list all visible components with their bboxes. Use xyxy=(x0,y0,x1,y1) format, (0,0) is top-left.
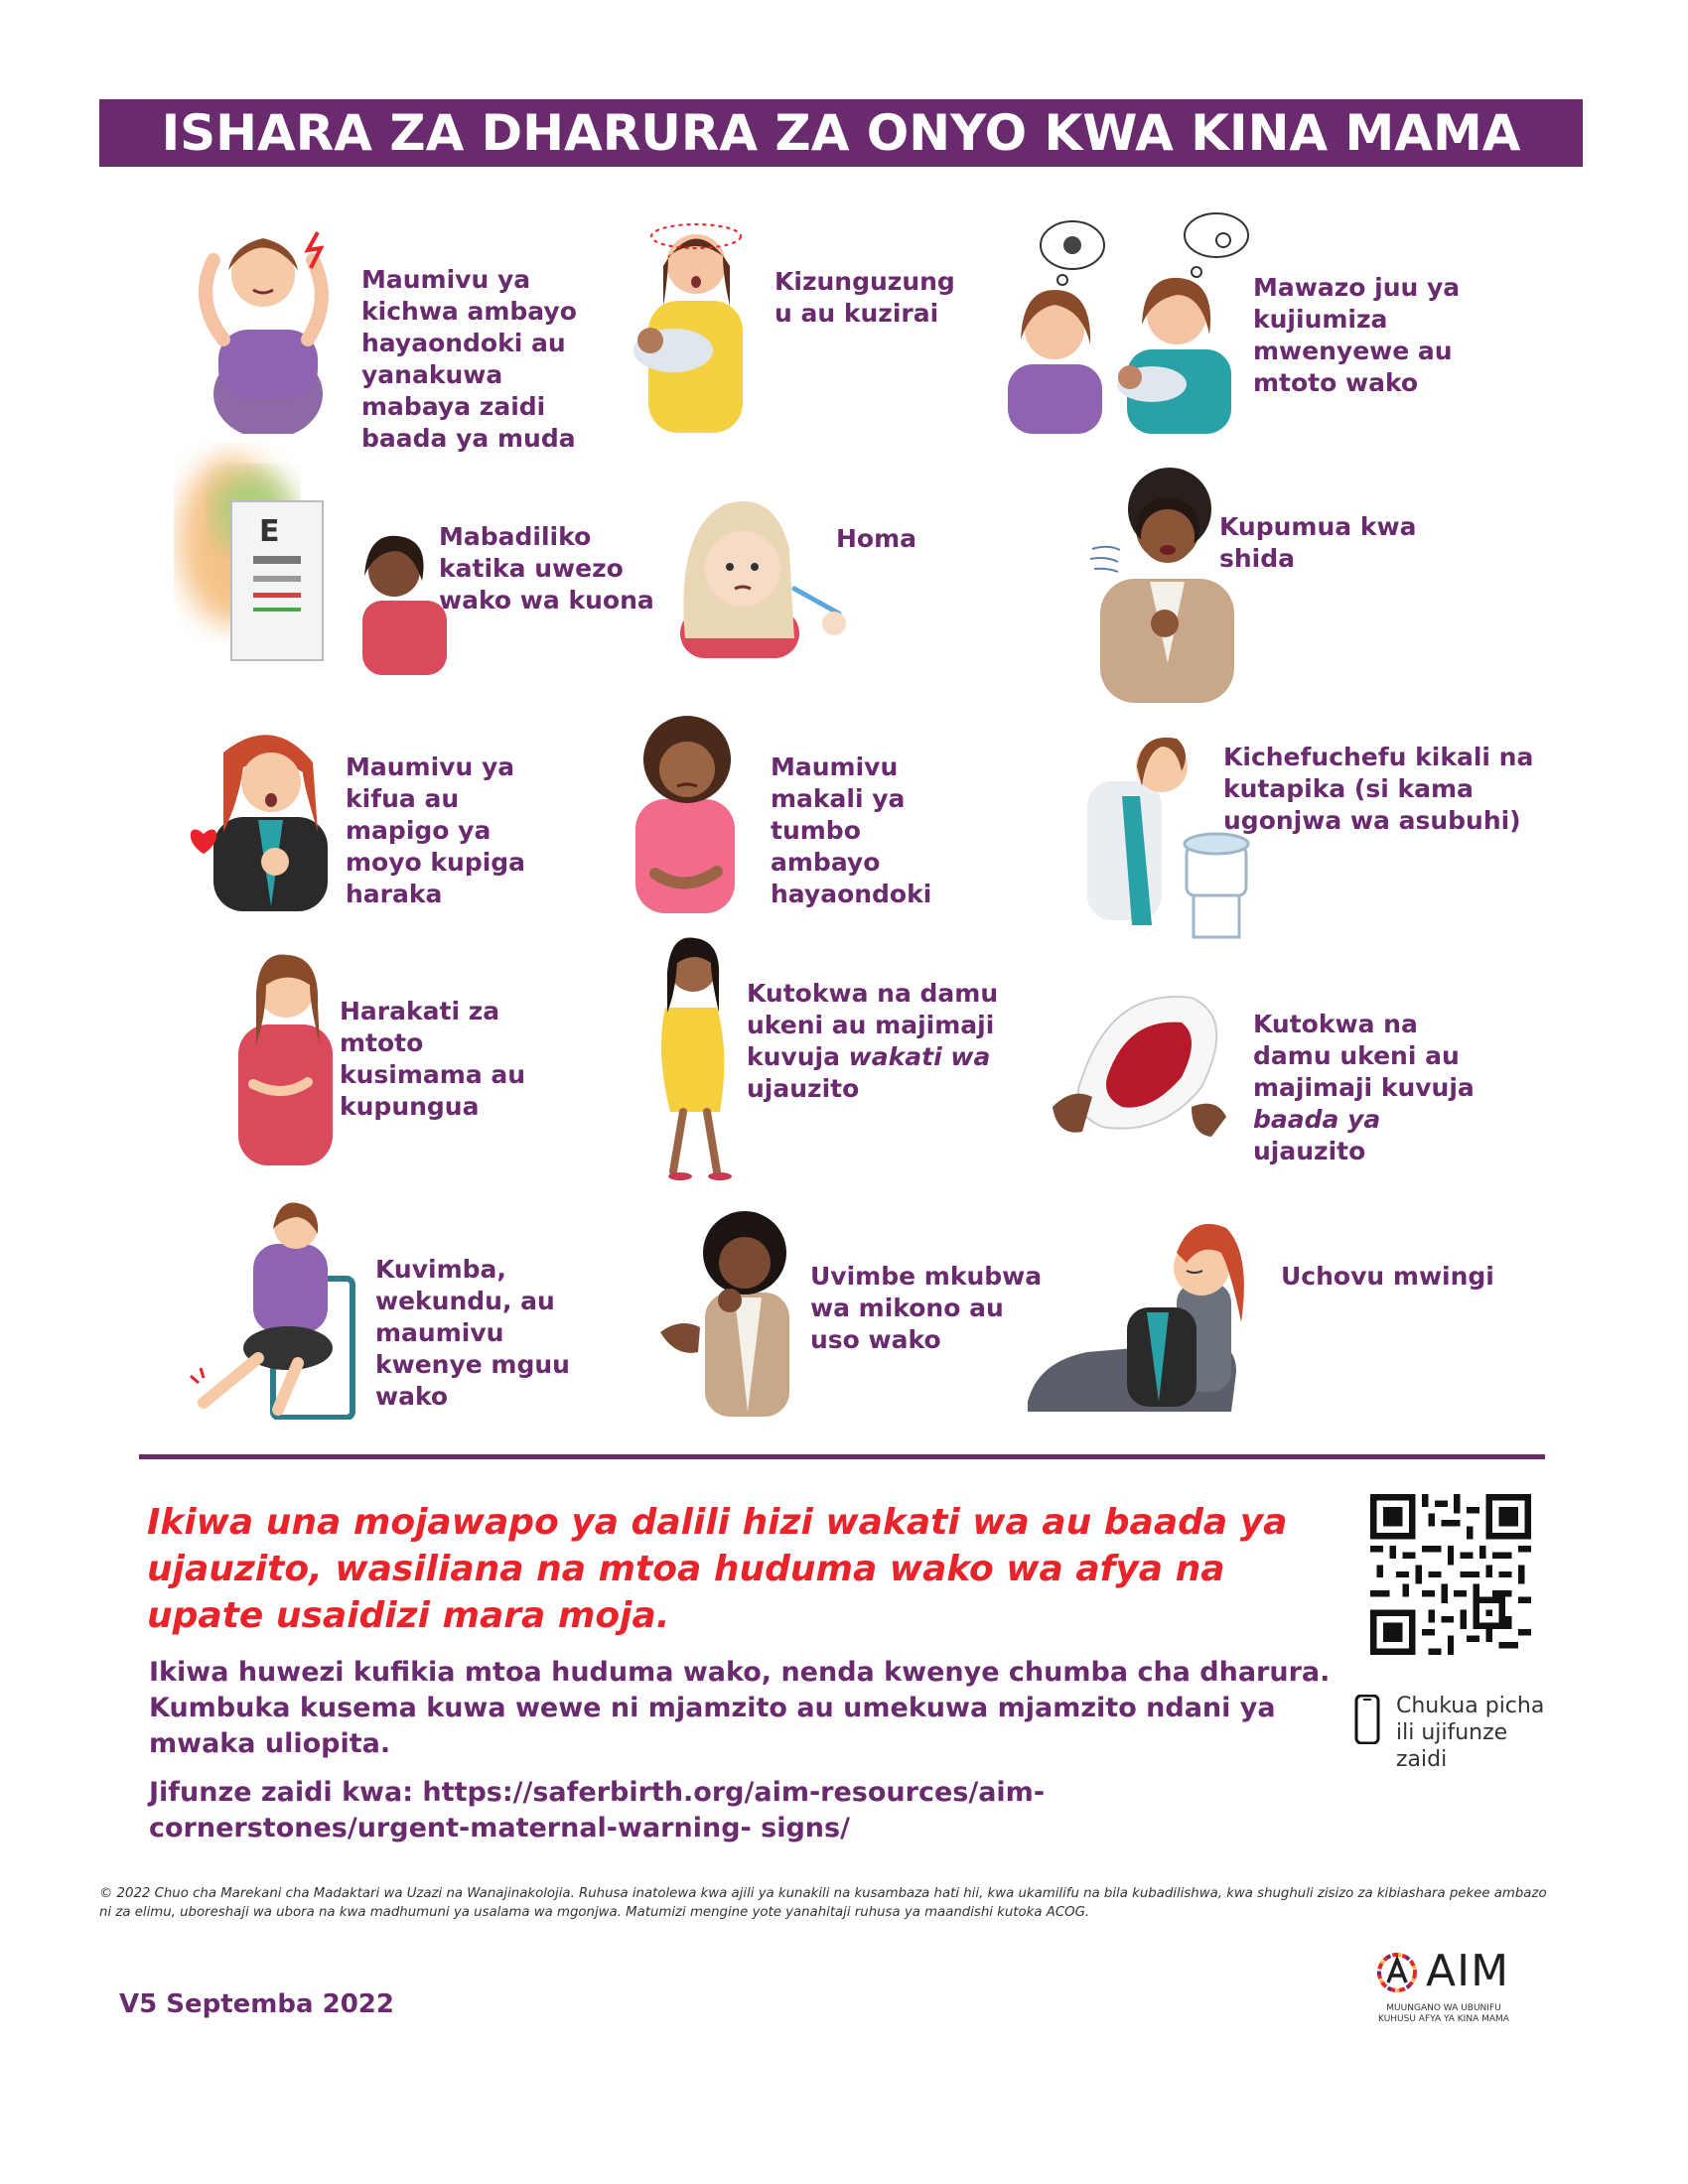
label-emphasis: baada ya xyxy=(1253,1105,1381,1134)
belly-pain-illustration xyxy=(626,705,745,913)
sign-label-vision xyxy=(439,521,654,616)
label-emphasis: wakati wa xyxy=(848,1042,991,1071)
label-line: haraka xyxy=(346,880,443,908)
label-line: Maumivu ya xyxy=(361,265,531,294)
label-line: hayaondoki au xyxy=(361,329,566,357)
sign-label-headache xyxy=(361,264,577,455)
label-line: Kupumua kwa xyxy=(1219,512,1417,541)
learn-more-link[interactable]: Jifunze zaidi kwa: https://saferbirth.org/aim-resources/aim-cornerstones/urgent-maternal-warning- signs/ xyxy=(149,1777,1046,1843)
label-line: Kizunguzung xyxy=(774,267,955,296)
label-line xyxy=(1253,1104,1475,1136)
bleeding-during-illustration xyxy=(645,933,745,1181)
label-text: kuvuja xyxy=(747,1042,849,1071)
label-line: katika uwezo xyxy=(439,554,624,583)
sign-label-bleeding-during xyxy=(747,978,998,1105)
label-line: kutapika (si kama xyxy=(1223,774,1474,803)
sign-label-breathing xyxy=(1219,511,1416,575)
label-line: shida xyxy=(1219,544,1296,573)
svg-text:E: E xyxy=(259,514,280,549)
label-line: ukeni au majimaji xyxy=(747,1011,995,1039)
label-line: makali ya xyxy=(771,784,906,813)
label-line: Harakati za xyxy=(340,997,500,1025)
aim-logo xyxy=(1374,1946,1513,2037)
label-line: hayaondoki xyxy=(771,880,932,908)
aim-logo-word: AIM xyxy=(1426,1946,1510,1996)
qr-code[interactable] xyxy=(1370,1494,1531,1655)
label-line: wekundu, au xyxy=(375,1287,555,1315)
label-line: Mabadiliko xyxy=(439,522,592,551)
sign-label-fatigue xyxy=(1281,1261,1494,1293)
smartphone-icon xyxy=(1354,1695,1380,1744)
sign-label-bleeding-after xyxy=(1253,1009,1475,1167)
label-line: mtoto xyxy=(340,1028,424,1057)
chest-pain-illustration xyxy=(184,723,343,911)
copyright-notice: © 2022 Chuo cha Marekani cha Madaktari wa Uzazi na Wanajinakolojia. Ruhusa inatolewa kwa ajili ya kunakili na kusambaza hati hii, kwa ukamilifu na bila kubadilishwa, kwa shughuli zisizo za kibiashara pekee ambazo ni za elimu, uboreshaji wa ubora na kwa madhumuni ya usalama wa mgonjwa. Matumizi mengine yote yanahitaji ruhusa ya maandishi kutoka ACOG. xyxy=(99,1886,1547,1920)
label-line: maumivu xyxy=(375,1318,504,1347)
label-line xyxy=(747,1041,998,1073)
label-line: Kutokwa na xyxy=(1253,1010,1418,1038)
face-swelling-illustration xyxy=(660,1203,799,1417)
label-line: kichwa ambayo xyxy=(361,297,577,326)
urgent-message: Ikiwa una mojawapo ya dalili hizi wakati wa au baada ya ujauzito, wasiliana na mtoa huduma wako wa afya na upate usaidizi mara moja. xyxy=(147,1502,1288,1636)
version-label: V5 Septemba 2022 xyxy=(119,1989,394,2019)
sign-label-thoughts xyxy=(1253,272,1460,399)
label-line: mwenyewe au xyxy=(1253,337,1453,365)
label-line: wako wa kuona xyxy=(439,586,654,614)
label-line: wako xyxy=(375,1382,449,1411)
label-line: mtoto wako xyxy=(1253,368,1419,397)
label-line: yanakuwa xyxy=(361,360,503,389)
label-line: Homa xyxy=(836,524,917,553)
label-line: majimaji kuvuja xyxy=(1253,1073,1475,1102)
label-line: uso wako xyxy=(810,1325,941,1354)
label-line: Uvimbe mkubwa xyxy=(810,1262,1043,1291)
label-line: u au kuzirai xyxy=(774,299,939,328)
fever-illustration xyxy=(675,489,854,658)
label-line: mabaya zaidi xyxy=(361,392,546,421)
label-line: Kutokwa na damu xyxy=(747,979,999,1008)
label-line: wa mikono au xyxy=(810,1294,1004,1322)
fatigue-illustration xyxy=(1028,1213,1256,1412)
sign-label-dizziness xyxy=(774,266,955,330)
label-line: mapigo ya xyxy=(346,816,492,845)
label-line: ambayo xyxy=(771,848,881,877)
label-line: tumbo xyxy=(771,816,861,845)
label-line: Mawazo juu ya xyxy=(1253,273,1461,302)
aim-logo-subtitle: MUUNGANO WA UBUNIFU KUHUSU AFYA YA KINA MAMA xyxy=(1378,2003,1509,2024)
emergency-room-message: Ikiwa huwezi kufikia mtoa huduma wako, nenda kwenye chumba cha dharura. Kumbuka kusema kuwa wewe ni mjamzito au umekuwa mjamzito ndani ya mwaka uliopita. xyxy=(149,1657,1331,1759)
leg-swelling-illustration xyxy=(179,1199,362,1420)
qr-instruction-text: Chukua picha ili ujifunze zaidi xyxy=(1396,1694,1545,1772)
label-line: moyo kupiga xyxy=(346,848,526,877)
label-line: kujiumiza xyxy=(1253,305,1388,334)
sign-label-chest xyxy=(346,751,525,910)
label-line: kusimama au xyxy=(340,1060,526,1089)
aim-emblem-icon xyxy=(1374,1950,1420,1995)
label-line: Maumivu ya xyxy=(346,752,515,781)
sign-label-fever xyxy=(836,523,916,555)
sign-label-face-swelling xyxy=(810,1261,1042,1356)
label-line: Maumivu xyxy=(771,752,899,781)
sign-label-nausea xyxy=(1223,742,1533,837)
page-title: ISHARA ZA DHARURA ZA ONYO KWA KINA MAMA xyxy=(99,99,1583,167)
label-line: ujauzito xyxy=(1253,1137,1366,1165)
sign-label-belly xyxy=(771,751,931,910)
label-line: kifua au xyxy=(346,784,460,813)
label-line: kwenye mguu xyxy=(375,1350,570,1379)
baby-movement-illustration xyxy=(228,945,348,1165)
label-line: ugonjwa wa asubuhi) xyxy=(1223,806,1521,835)
label-line: damu ukeni au xyxy=(1253,1041,1460,1070)
label-line: baada ya muda xyxy=(361,424,576,453)
dizziness-illustration xyxy=(629,216,758,433)
breathing-illustration xyxy=(1090,465,1244,703)
section-divider xyxy=(139,1454,1545,1459)
vision-illustration xyxy=(174,442,472,675)
label-line: ujauzito xyxy=(747,1074,860,1103)
headache-illustration xyxy=(184,220,333,434)
label-line: kupungua xyxy=(340,1092,480,1121)
sign-label-leg-swelling xyxy=(375,1254,570,1413)
bleeding-after-illustration xyxy=(1043,988,1231,1142)
label-line: Kichefuchefu kikali na xyxy=(1223,743,1534,771)
label-line: Kuvimba, xyxy=(375,1255,506,1284)
label-line: Uchovu mwingi xyxy=(1281,1262,1494,1291)
thoughts-illustration xyxy=(1003,210,1256,434)
sign-label-baby-movement xyxy=(340,996,525,1123)
